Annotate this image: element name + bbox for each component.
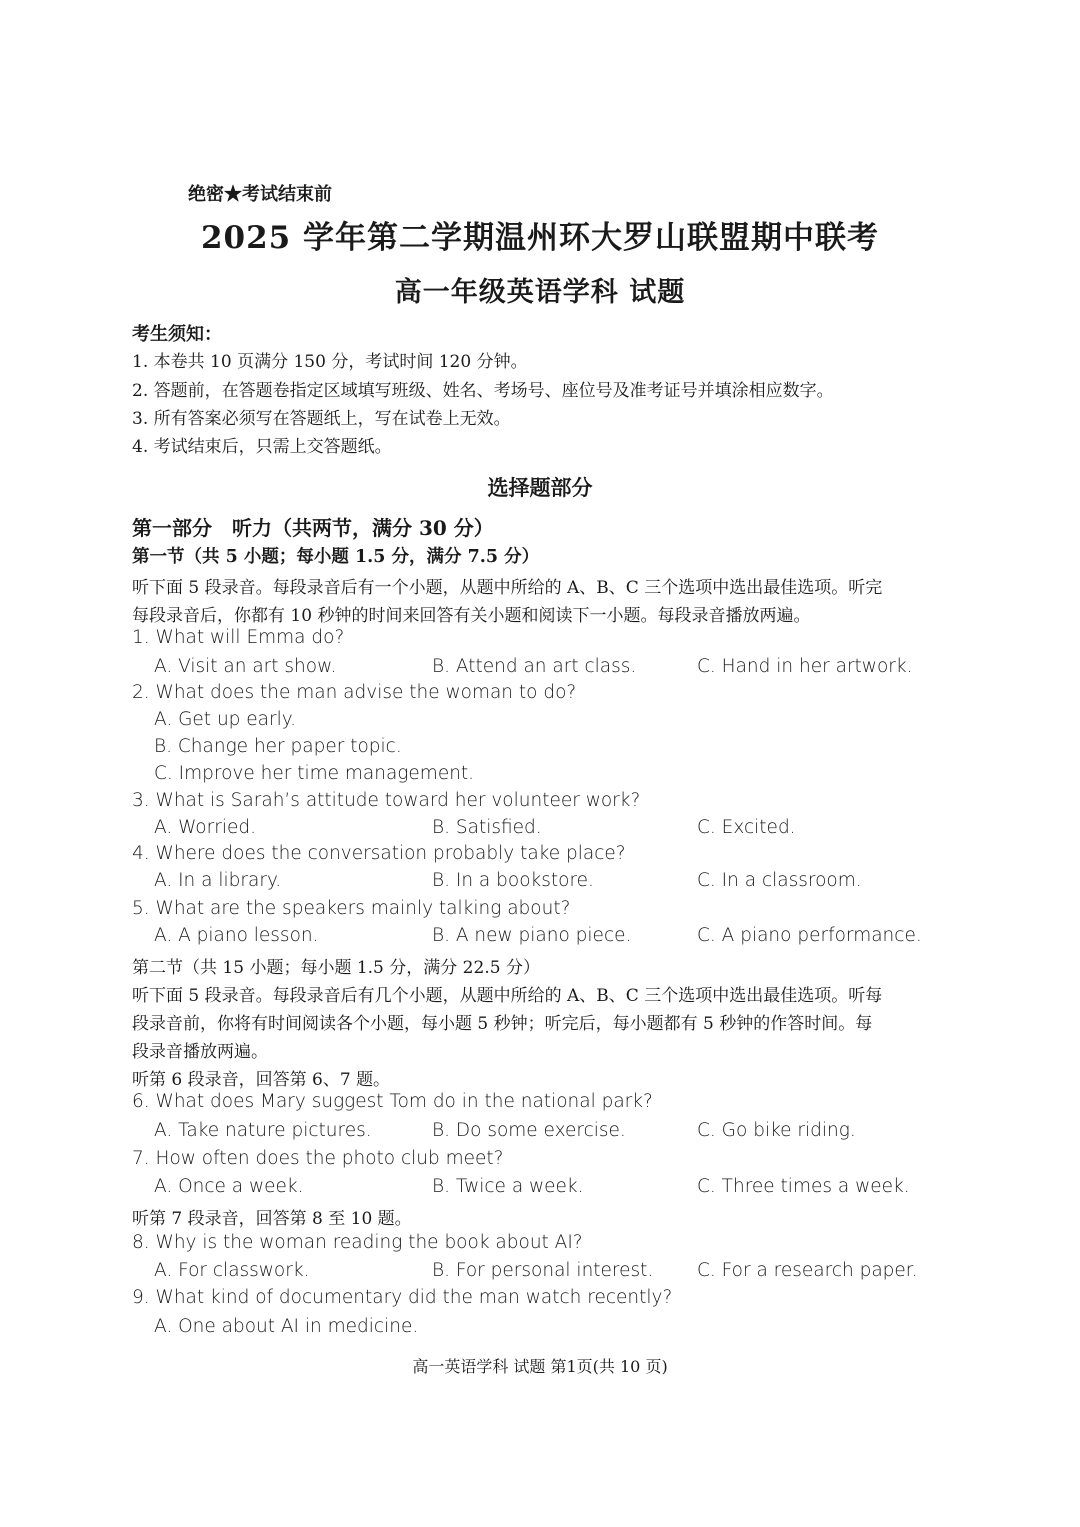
page-footer: 高一英语学科 试题 第1页(共 10 页) [412,1357,668,1376]
option-b: B. For personal interest. [432,1260,654,1281]
section2-title: 第二节（共 15 小题；每小题 1.5 分，满分 22.5 分） [132,958,540,978]
recording-prompt: 听第 7 段录音，回答第 8 至 10 题。 [132,1209,412,1229]
section2-instruction: 听下面 5 段录音。每段录音后有几个小题，从题中所给的 A、B、C 三个选项中选出最佳选项。听每 [132,986,883,1006]
option-b: B. Satisfied. [432,817,542,838]
option-a: A. A piano lesson. [154,925,319,946]
notice-item: 1. 本卷共 10 页满分 150 分，考试时间 120 分钟。 [132,352,528,372]
exam-title: 2025 学年第二学期温州环大罗山联盟期中联考 [200,220,880,256]
option-a: A. One about AI in medicine. [154,1316,419,1337]
question: 4. Where does the conversation probably take place? [132,843,626,864]
option-a: A. Once a week. [154,1176,304,1197]
option-a: A. For classwork. [154,1260,310,1281]
question: 8. Why is the woman reading the book about AI? [132,1232,583,1253]
section1-instruction: 听下面 5 段录音。每段录音后有一个小题，从题中所给的 A、B、C 三个选项中选出最佳选项。听完 [132,578,883,598]
question: 7. How often does the photo club meet? [132,1148,504,1169]
recording-prompt: 听第 6 段录音，回答第 6、7 题。 [132,1070,391,1090]
option-a: A. Take nature pictures. [154,1120,372,1141]
option-c: C. Go bike riding. [697,1120,856,1141]
notice-item: 4. 考试结束后，只需上交答题纸。 [132,437,392,457]
option-b: B. In a bookstore. [432,870,594,891]
option-b: B. Do some exercise. [432,1120,626,1141]
secret-mark: 绝密★考试结束前 [188,184,332,205]
option-c: C. Improve her time management. [154,763,475,784]
option-a: A. In a library. [154,870,282,891]
question: 5. What are the speakers mainly talking about? [132,898,571,919]
notice-heading: 考生须知： [132,324,222,345]
section-title: 选择题部分 [487,475,593,500]
option-c: C. In a classroom. [697,870,862,891]
notice-item: 3. 所有答案必须写在答题纸上，写在试卷上无效。 [132,409,511,429]
section2-instruction: 段录音前，你将有时间阅读各个小题，每小题 5 秒钟；听完后，每小题都有 5 秒钟的作答时间。每 [132,1014,873,1034]
exam-subtitle: 高一年级英语学科 试题 [394,277,686,308]
section1-title: 第一节（共 5 小题；每小题 1.5 分，满分 7.5 分） [132,547,540,567]
option-b: B. Twice a week. [432,1176,584,1197]
notice-item: 2. 答题前，在答题卷指定区域填写班级、姓名、考场号、座位号及准考证号并填涂相应数字。 [132,381,834,401]
part-title: 第一部分 听力（共两节，满分 30 分） [132,516,494,540]
option-b: B. Attend an art class. [432,656,637,677]
question: 3. What is Sarah’s attitude toward her volunteer work? [132,790,641,811]
option-a: A. Worried. [154,817,256,838]
option-c: C. Hand in her artwork. [697,656,913,677]
section2-instruction: 段录音播放两遍。 [132,1042,268,1062]
option-a: A. Visit an art show. [154,656,337,677]
option-c: C. Excited. [697,817,796,838]
section1-instruction: 每段录音后，你都有 10 秒钟的时间来回答有关小题和阅读下一小题。每段录音播放两遍。 [132,606,811,626]
option-c: C. Three times a week. [697,1176,910,1197]
option-c: C. A piano performance. [697,925,922,946]
question: 2. What does the man advise the woman to do? [132,682,577,703]
option-b: B. A new piano piece. [432,925,632,946]
question: 1. What will Emma do? [132,627,345,648]
option-c: C. For a research paper. [697,1260,918,1281]
question: 9. What kind of documentary did the man watch recently? [132,1287,673,1308]
option-b: B. Change her paper topic. [154,736,402,757]
question: 6. What does Mary suggest Tom do in the national park? [132,1091,653,1112]
option-a: A. Get up early. [154,709,296,730]
